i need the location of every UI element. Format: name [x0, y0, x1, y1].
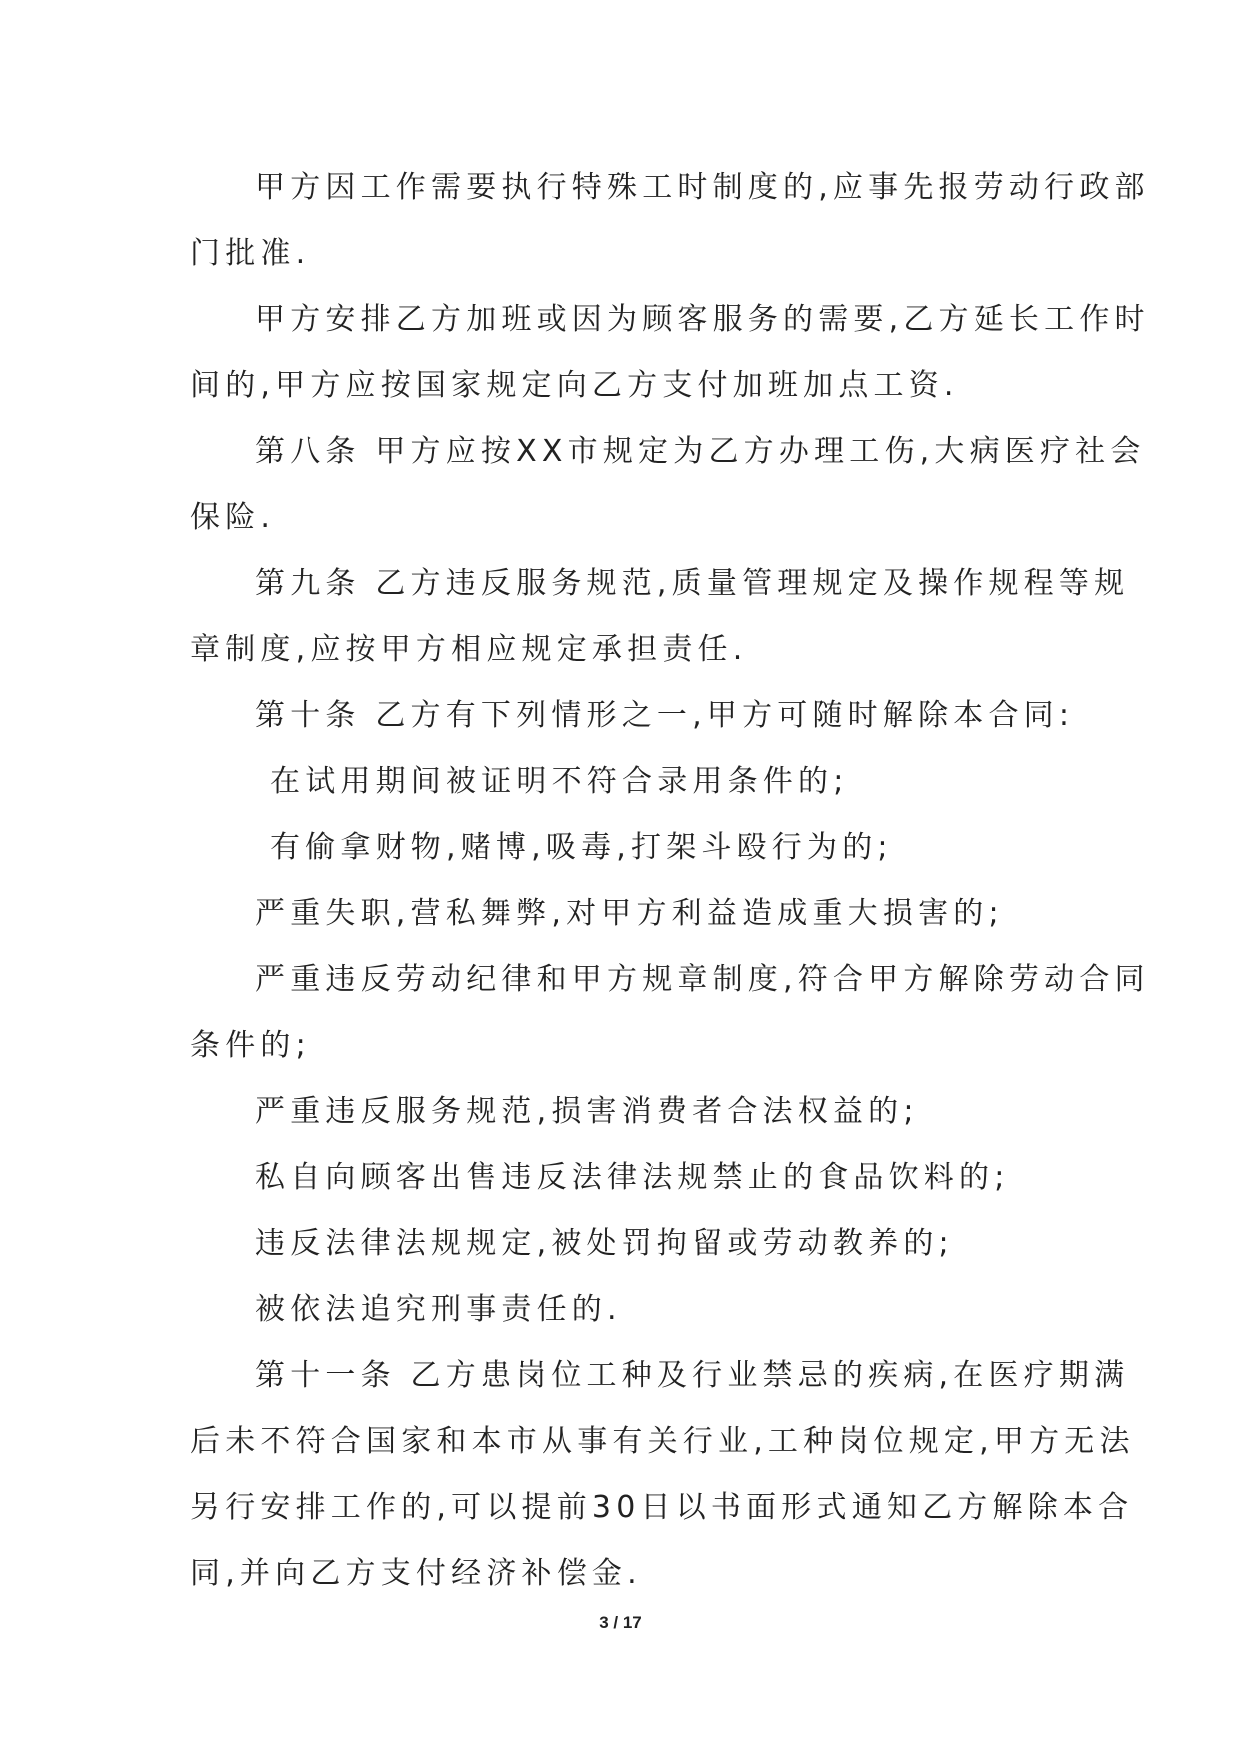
paragraph-line: 第十条 乙方有下列情形之一,甲方可随时解除本合同:	[255, 698, 1075, 733]
list-item: 被依法追究刑事责任的.	[255, 1292, 622, 1327]
paragraph-line: 甲方因工作需要执行特殊工时制度的,应事先报劳动行政部	[255, 170, 1150, 205]
list-item: 有偷拿财物,赌博,吸毒,打架斗殴行为的;	[270, 830, 893, 865]
list-item: 在试用期间被证明不符合录用条件的;	[270, 764, 849, 799]
list-item: 严重失职,营私舞弊,对甲方利益造成重大损害的;	[255, 896, 1004, 931]
paragraph-line: 门批准.	[190, 236, 311, 271]
list-item: 条件的;	[190, 1028, 311, 1063]
list-item: 违反法律法规规定,被处罚拘留或劳动教养的;	[255, 1226, 954, 1261]
paragraph-line: 间的,甲方应按国家规定向乙方支付加班加点工资.	[190, 368, 959, 403]
list-item: 严重违反劳动纪律和甲方规章制度,符合甲方解除劳动合同	[255, 962, 1150, 997]
list-item: 严重违反服务规范,损害消费者合法权益的;	[255, 1094, 919, 1129]
paragraph-line: 第十一条 乙方患岗位工种及行业禁忌的疾病,在医疗期满	[255, 1358, 1130, 1393]
paragraph-line: 第九条 乙方违反服务规范,质量管理规定及操作规程等规	[255, 566, 1130, 601]
paragraph-line: 保险.	[190, 500, 276, 535]
paragraph-line: 另行安排工作的,可以提前30日以书面形式通知乙方解除本合	[190, 1490, 1134, 1525]
paragraph-line: 甲方安排乙方加班或因为顾客服务的需要,乙方延长工作时	[255, 302, 1150, 337]
paragraph-line: 第八条 甲方应按XX市规定为乙方办理工伤,大病医疗社会	[255, 434, 1146, 469]
page-number: 3 / 17	[599, 1613, 642, 1632]
paragraph-line: 章制度,应按甲方相应规定承担责任.	[190, 632, 748, 667]
list-item: 私自向顾客出售违反法律法规禁止的食品饮料的;	[255, 1160, 1010, 1195]
paragraph-line: 同,并向乙方支付经济补偿金.	[190, 1556, 642, 1591]
paragraph-line: 后未不符合国家和本市从事有关行业,工种岗位规定,甲方无法	[190, 1424, 1135, 1459]
